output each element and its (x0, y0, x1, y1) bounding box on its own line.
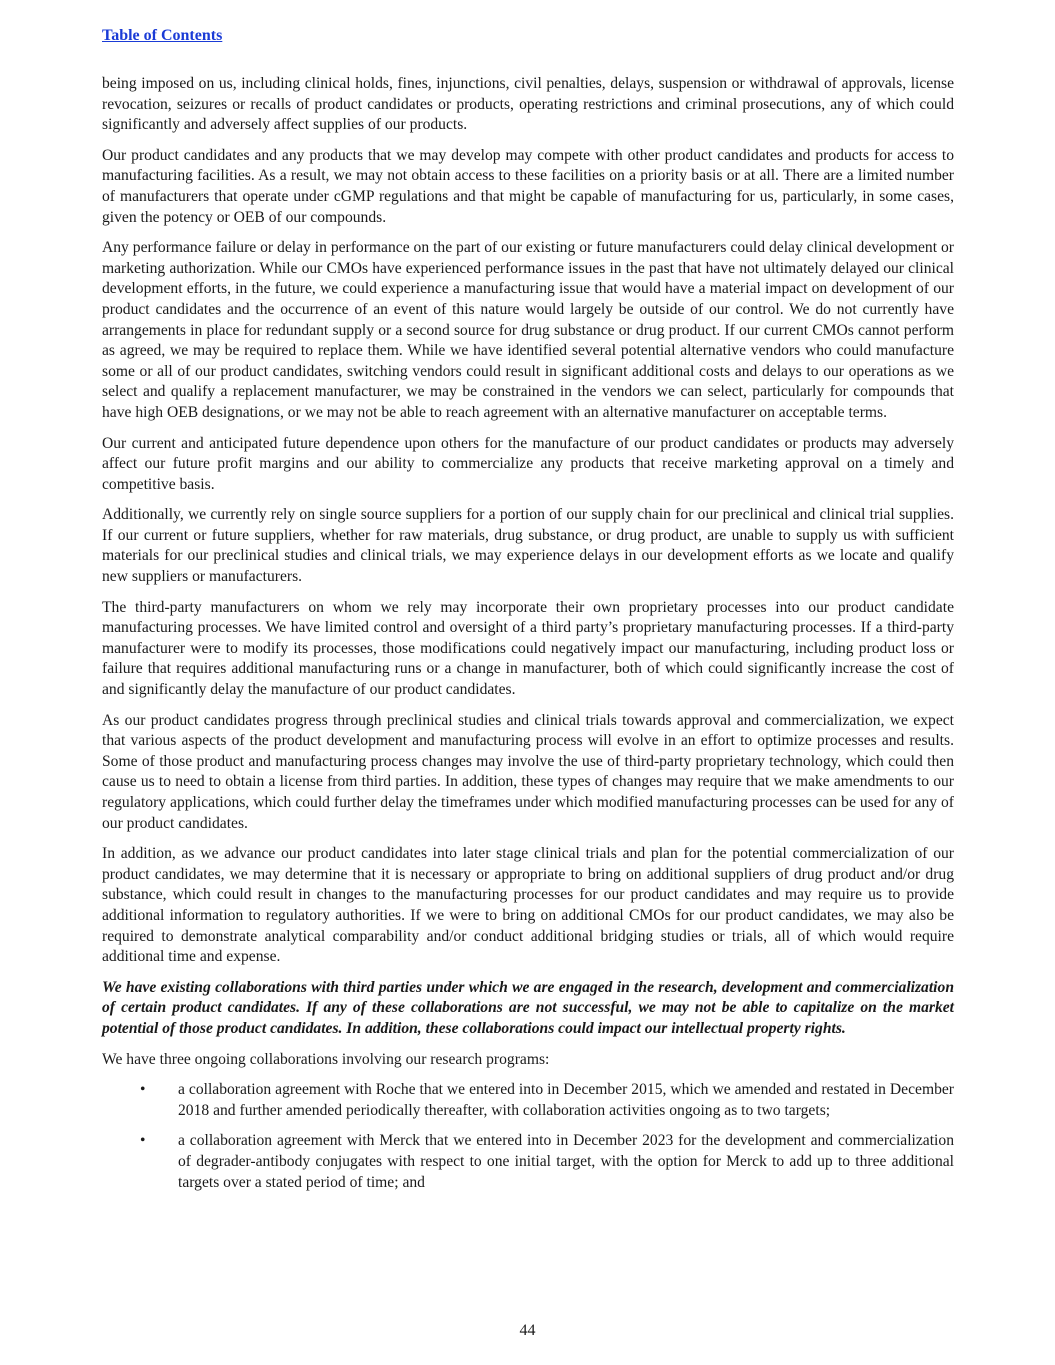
bullet-text-merck: a collaboration agreement with Merck that we entered into in December 2023 for the development and commercialization of degrader-antibody conjugates with respect to one initial target, with the option for Merck to add up to three additional targets over a stated period of time; and (178, 1132, 954, 1191)
list-item (102, 1131, 954, 1193)
paragraph-single-source-suppliers: Additionally, we currently rely on single source suppliers for a portion of our supply chain for our preclinical and clinical trial supplies. If our current or future suppliers, whether for raw materials, drug substance, or drug product, are unable to supply us with sufficient materials for our preclinical studies and clinical trials, we may experience delays in our development efforts as we locate and qualify new suppliers or manufacturers. (102, 506, 954, 586)
paragraph-additional-suppliers: In addition, as we advance our product candidates into later stage clinical trials and plan for the potential commercialization of our product candidates, we may determine that it is necessary or appropriate to bring on additional suppliers of drug product and/or drug substance, which could result in changes to the manufacturing processes for our product candidates and may require us to provide additional information to regulatory authorities. If we were to bring on additional CMOs for our product candidates, we may also be required to demonstrate analytical comparability and/or conduct additional bridging studies or trials, all of which would require additional time and expense. (102, 845, 954, 966)
paragraph-manufacturer-performance: Any performance failure or delay in performance on the part of our existing or future manufacturers could delay clinical development or marketing authorization. While our CMOs have experienced performance issues in the past that have not ultimately delayed our clinical development efforts, in the future, we could experience a manufacturing issue that would have a material impact on development of our product candidates and the occurrence of an event of this nature would largely be outside of our control. We do not currently have arrangements in place for redundant supply or a second source for drug substance or drug product. If our current CMOs cannot perform as agreed, we may be required to replace them. While we have identified several potential alternative vendors who could manufacture some or all of our product candidates, switching vendors could result in significant additional costs and delays to our operations as we select and qualify a replacement manufacturer, we may be constrained in the vendors we can select, particularly for compounds that have high OEB designations, or we may not be able to reach agreement with an alternative manufacturer on acceptable terms. (102, 239, 954, 421)
table-of-contents-link[interactable]: Table of Contents (102, 27, 223, 44)
paragraph-proprietary-processes: The third-party manufacturers on whom we rely may incorporate their own proprietary processes into our product candidate manufacturing processes. We have limited control and oversight of a third party’s proprietary manufacturing processes. If a third-party manufacturer were to modify its processes, those modifications could negatively impact our manufacturing, including product loss or failure that requires additional manufacturing runs or a change in manufacturer, both of which could significantly increase the cost of and significantly delay the manufacture of our product candidates. (102, 598, 954, 699)
paragraph-collaborations-intro: We have three ongoing collaborations involving our research programs: (102, 1050, 550, 1068)
page-body (102, 74, 954, 1203)
bullet-text-roche: a collaboration agreement with Roche that we entered into in December 2015, which we amended and restated in December 2018 and further amended periodically thereafter, with collaboration activities ongoing as to two targets; (178, 1081, 954, 1119)
list-item (102, 1080, 954, 1121)
paragraph-facility-competition: Our product candidates and any products that we may develop may compete with other product candidates and products for access to manufacturing facilities. As a result, we may not obtain access to these facilities on a priority basis or at all. There are a limited number of manufacturers that operate under cGMP regulations and that might be capable of manufacturing for us, particularly, in some cases, given the potency or OEB of our compounds. (102, 146, 954, 226)
paragraph-regulatory-consequences: being imposed on us, including clinical holds, fines, injunctions, civil penalties, delays, suspension or withdrawal of approvals, license revocation, seizures or recalls of product candidates or products, operating restrictions and criminal prosecutions, any of which could significantly and adversely affect supplies of our products. (102, 75, 954, 134)
paragraph-dependence-on-others: Our current and anticipated future dependence upon others for the manufacture of our product candidates or products may adversely affect our future profit margins and our ability to commercialize any products that receive marketing approval on a timely and competitive basis. (102, 434, 954, 493)
risk-factor-heading: We have existing collaborations with third parties under which we are engaged in the research, development and commercialization of certain product candidates. If any of these collaborations are not successful, we may not be able to capitalize on the market potential of those product candidates. In addition, these collaborations could impact our intellectual property rights. (102, 978, 954, 1037)
page-number: 44 (519, 1322, 536, 1339)
bullet-icon: • (140, 1081, 146, 1099)
bullet-icon: • (140, 1132, 146, 1150)
paragraph-process-changes: As our product candidates progress through preclinical studies and clinical trials towards approval and commercialization, we expect that various aspects of the product development and manufacturing process will evolve in an effort to optimize processes and results. Some of those product and manufacturing process changes may involve the use of third-party proprietary technology, which could then cause us to need to obtain a license from third parties. In addition, these types of changes may require that we make amendments to our regulatory applications, which could further delay the timeframes under which modified manufacturing processes can be used for any of our product candidates. (102, 711, 954, 832)
